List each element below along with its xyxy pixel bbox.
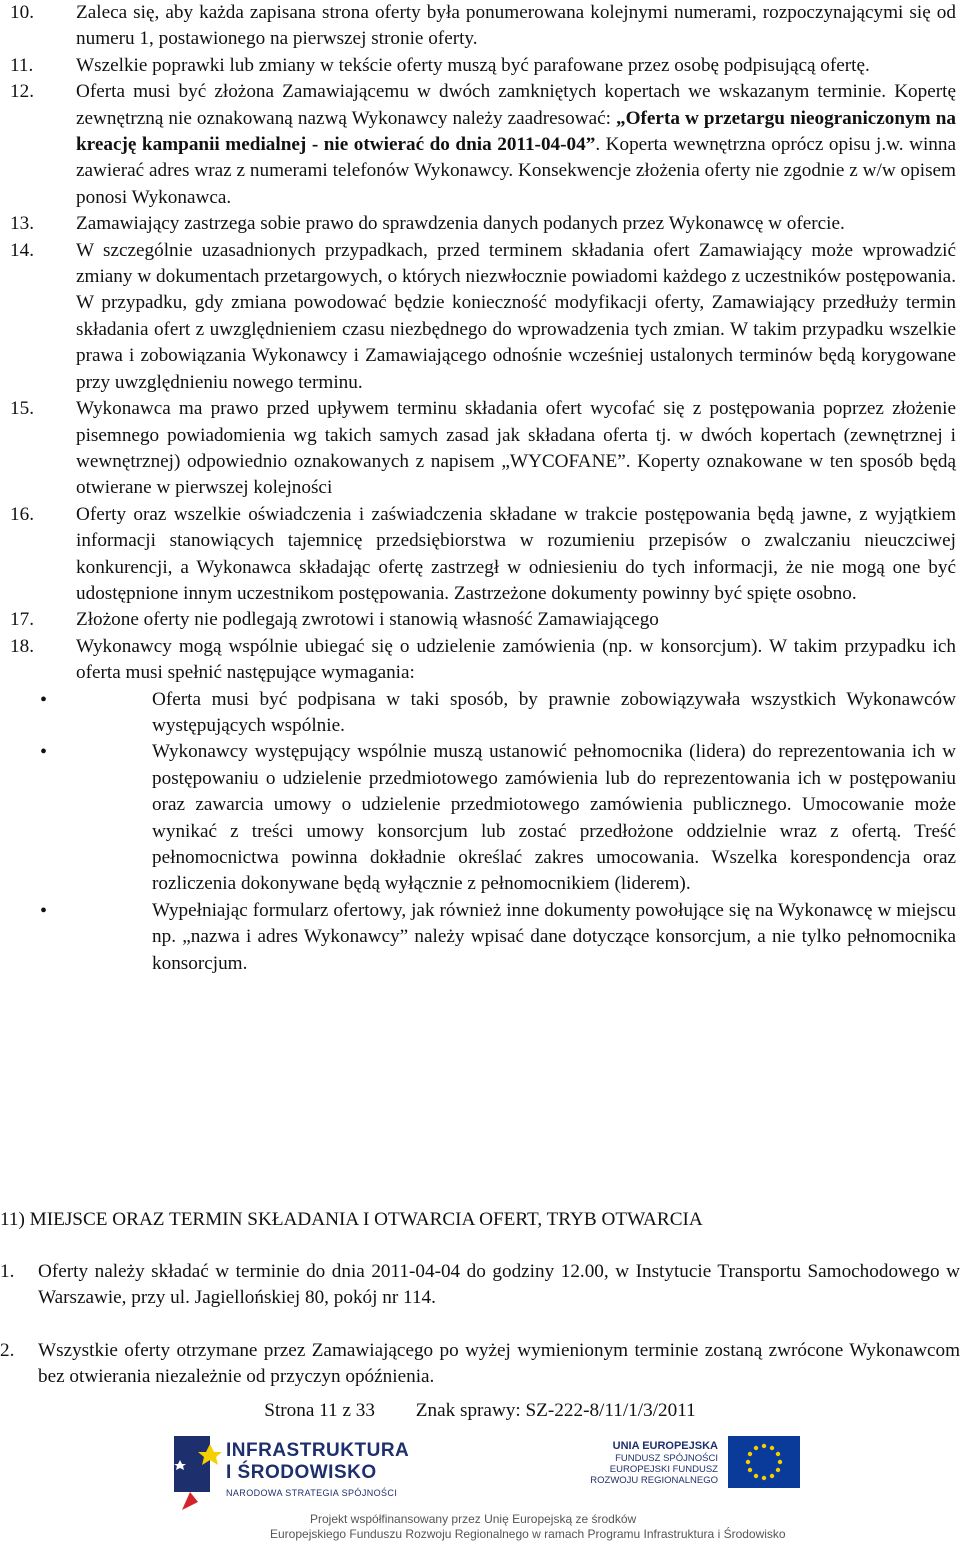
case-number: Znak sprawy: SZ-222-8/11/1/3/2011 xyxy=(415,1400,696,1421)
consortium-requirements xyxy=(0,687,956,977)
item-text: Wykonawcy mogą wspólnie ubiegać się o udzielenie zamówienia (np. w konsorcjum). W takim przypadku ich oferta musi spełnić następujące wymagania: xyxy=(76,635,956,684)
section-heading: 11) MIEJSCE ORAZ TERMIN SKŁADANIA I OTWARCIA OFERT, TRYB OTWARCIA xyxy=(0,1209,703,1230)
bullet-item: • Wykonawcy występujący wspólnie muszą ustanowić pełnomocnika (lidera) do reprezentowania ich w postępowaniu o udzielenie przedmiotowego zamówienia lub do reprezentowania ich w postępowaniu oraz zawarcia umowy o udzielenie przedmiotowego zamówienia publicznego. Umocowanie może wynikać z treści umowy konsorcjum lub zostać przedłożone oddzielnie wraz z ofertą. Treść pełnomocnictwa powinna dokładnie określać zakres umocowania. Wszelka korespondencja oraz rozliczenia dokonywane będą wyłącznie z pełnomocnikiem (liderem). xyxy=(0,739,956,897)
item-number: 10. xyxy=(10,2,34,23)
infrastruktura-logo xyxy=(160,1428,410,1512)
item-text: Zamawiający zastrzega sobie prawo do sprawdzenia danych podanych przez Wykonawcę w ofercie. xyxy=(76,213,845,235)
paragraph-text: Oferty należy składać w terminie do dnia 2011-04-04 do godziny 12.00, w Instytucie Transportu Samochodowego w Warszawie, przy ul. Jagiellońskiej 80, pokój nr 114. xyxy=(38,1261,960,1309)
item-text: Oferta musi być złożona Zamawiającemu w dwóch zamkniętych kopertach we wskazanym terminie. Kopertę zewnętrzną nie oznakowaną nazwą Wykonawcy należy zaadresować: xyxy=(76,81,956,129)
item-number: 11. xyxy=(10,54,34,76)
page-number: Strona 11 z 33 xyxy=(264,1400,375,1421)
item-text: Wszelkie poprawki lub zmiany w tekście oferty muszą być parafowane przez osobę podpisującą ofertę. xyxy=(76,54,870,76)
list-item xyxy=(0,53,960,79)
list-item xyxy=(0,607,960,633)
item-text-continued: . Koperta wewnętrzna oprócz opisu j.w. winna zawierać adres wraz z numerami telefonów Wykonawcy. Konsekwencje złożenia oferty nie zgodnie z w/w opisem ponosi Wykonawca. xyxy=(76,134,956,208)
envelope-label-bold: „Oferta w przetargu nieograniczonym na kreację kampanii medialnej - nie otwierać do dnia 2011-04-04” xyxy=(76,107,956,156)
eu-fund-1: FUNDUSZ SPÓJNOŚCI xyxy=(615,1453,718,1464)
star-emblem-icon xyxy=(168,1430,222,1510)
item-text: Złożone oferty nie podlegają zwrotowi i stanowią własność Zamawiającego xyxy=(76,609,659,631)
list-item xyxy=(0,0,960,53)
paragraph-number: 2. xyxy=(0,1340,15,1361)
paragraph-text: Wszystkie oferty otrzymane przez Zamawiającego po wyżej wymienionym terminie zostaną zwrócone Wykonawcom bez otwierania niezależnie od przyczyn opóźnienia. xyxy=(38,1340,960,1388)
item-number: 14. xyxy=(10,239,34,261)
logo-text-line2: I ŚRODOWISKO xyxy=(226,1462,377,1483)
logo-text-line1: INFRASTRUKTURA xyxy=(226,1440,410,1461)
section-paragraph xyxy=(0,1259,960,1312)
cofinancing-note xyxy=(270,1512,930,1542)
list-item xyxy=(0,396,960,502)
list-item xyxy=(0,502,960,608)
cofinancing-line1: Projekt współfinansowany przez Unię Europejską ze środków xyxy=(310,1512,637,1526)
item-text: Wykonawca ma prawo przed upływem terminu składania ofert wycofać się z postępowania poprzez złożenie pisemnego powiadomienia wg takich samych zasad jak składana oferta tj. w dwóch kopertach (zewnętrznej i wewnętrznej) odpowiednio oznakowanych z napisem „WYCOFANE”. Koperty oznakowane w ten sposób będą otwierane w pierwszej kolejności xyxy=(76,398,956,499)
list-item xyxy=(0,634,960,977)
item-text: W szczególnie uzasadnionych przypadkach, przed terminem składania ofert Zamawiający może wprowadzić zmiany w dokumentach przetargowych, o których niezwłocznie powiadomi każdego z uczestników postępowania. W przypadku, gdy zmiana powodować będzie konieczność modyfikacji oferty, Zamawiający przedłuży termin składania ofert z uwzględnieniem czasu niezbędnego do wprowadzenia tych zmian. W takim przypadku wszelkie prawa i zobowiązania Wykonawcy i Zamawiającego odnośnie wcześniej ustalonych terminów będą korygowane przy uwzględnieniu nowego terminu. xyxy=(76,239,956,393)
logo-text-line3: NARODOWA STRATEGIA SPÓJNOŚCI xyxy=(226,1488,398,1498)
item-number: 18. xyxy=(10,635,34,657)
item-number: 12. xyxy=(10,81,34,103)
item-number: 15. xyxy=(10,398,34,420)
item-text: Oferty oraz wszelkie oświadczenia i zaświadczenia składane w trakcie postępowania będą jawne, z wyjątkiem informacji stanowiących tajemnicę przedsiębiorstwa w rozumieniu przepisów o zwalczaniu nieuczciwej konkurencji, a Wykonawca składając ofertę zastrzegł w odniesieniu do tych informacji, że nie mogą one być udostępnione innym uczestnikom postępowania. Zastrzeżone dokumenty powinny być spięte osobno. xyxy=(76,503,956,604)
list-item xyxy=(0,79,960,211)
list-item xyxy=(0,211,960,237)
bullet-item: • Wypełniając formularz ofertowy, jak również inne dokumenty powołujące się na Wykonawcę w miejscu np. „nazwa i adres Wykonawcy” należy wpisać dane dotyczące konsorcjum, a nie tylko pełnomocnika konsorcjum. xyxy=(0,898,956,977)
section-paragraph xyxy=(0,1338,960,1391)
bullet-item: • Oferta musi być podpisana w taki sposób, by prawnie zobowiązywała wszystkich Wykonawców występujących wspólnie. xyxy=(0,687,956,740)
paragraph-number: 1. xyxy=(0,1261,15,1282)
cofinancing-line2: Europejskiego Funduszu Rozwoju Regionalnego w ramach Programu Infrastruktura i Środowisko xyxy=(270,1527,786,1541)
item-number: 13. xyxy=(10,213,34,235)
item-text: Zaleca się, aby każda zapisana strona oferty była ponumerowana kolejnymi numerami, rozpoczynającymi się od numeru 1, postawionego na pierwszej stronie oferty. xyxy=(76,2,956,50)
eu-flag-icon xyxy=(728,1436,800,1488)
page-footer xyxy=(0,1398,960,1424)
eu-logo xyxy=(588,1432,808,1502)
eu-title: UNIA EUROPEJSKA xyxy=(612,1440,718,1452)
list-item xyxy=(0,238,960,396)
item-number: 16. xyxy=(10,503,34,525)
eu-fund-2: EUROPEJSKI FUNDUSZ ROZWOJU REGIONALNEGO xyxy=(590,1464,718,1486)
item-number: 17. xyxy=(10,609,34,631)
